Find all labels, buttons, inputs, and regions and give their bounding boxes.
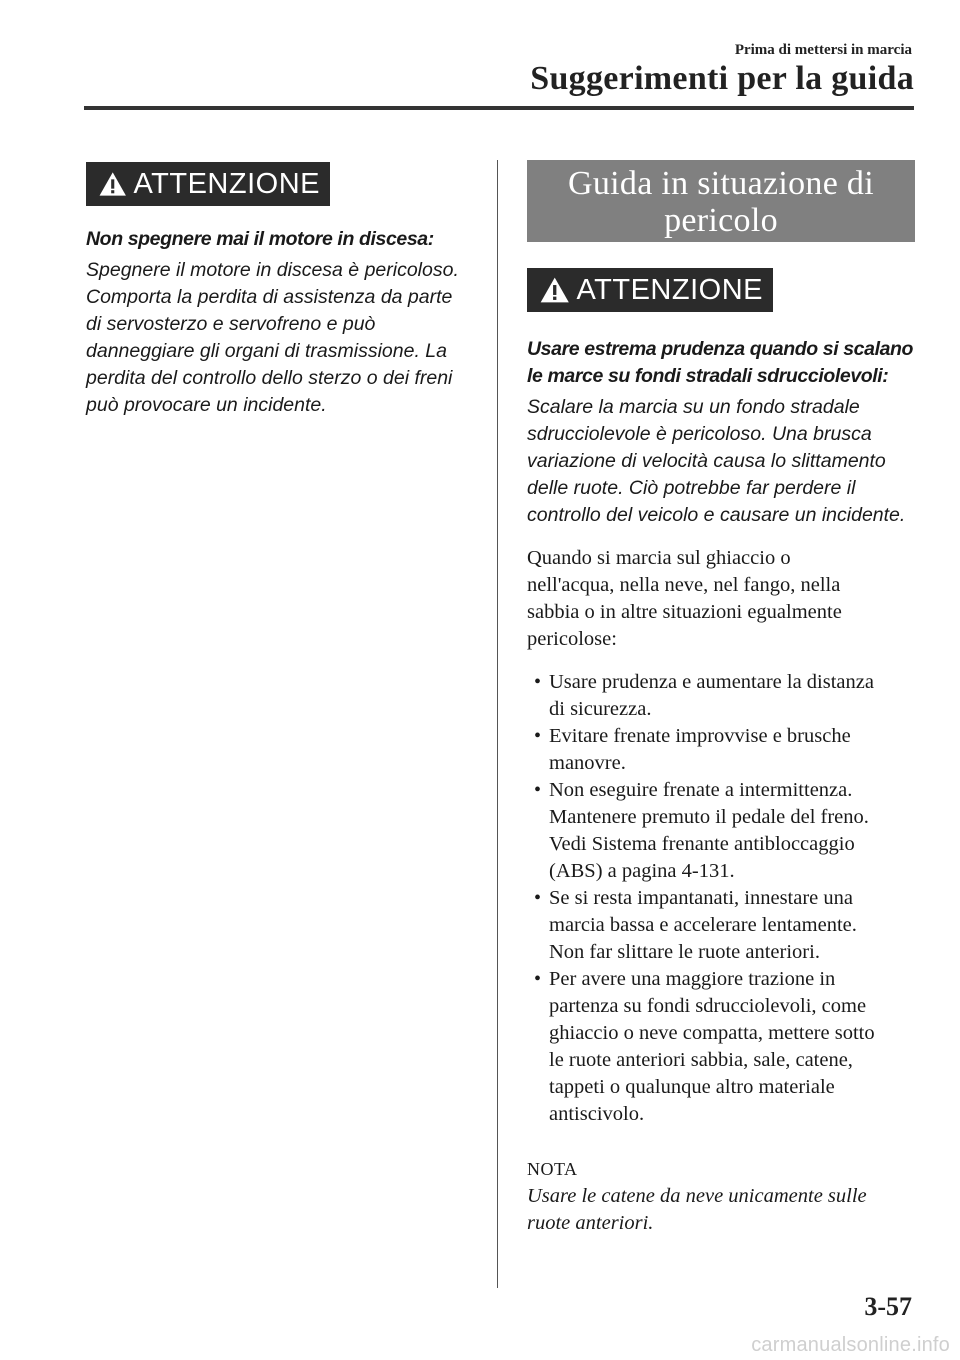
text-line: Scalare la marcia su un fondo stradale xyxy=(527,396,860,418)
text-line: ruote anteriori. xyxy=(527,1212,654,1234)
text-line: Usare le catene da neve unicamente sulle xyxy=(527,1185,867,1207)
text-line: ghiaccio o neve compatta, mettere sotto xyxy=(549,1022,875,1044)
right-column xyxy=(527,336,917,1237)
text-line: Quando si marcia sul ghiaccio o xyxy=(527,547,791,569)
list-item xyxy=(527,966,917,1128)
text-line: danneggiare gli organi di trasmissione. La xyxy=(86,340,447,362)
text-line: le marce su fondi stradali sdrucciolevoli: xyxy=(527,365,889,387)
text-line: Usare estrema prudenza quando si scalano xyxy=(527,338,914,360)
page-number: 3-57 xyxy=(864,1292,912,1321)
bullet-dot-icon: • xyxy=(534,968,542,990)
bullet-list xyxy=(527,669,917,1128)
text-line: Spegnere il motore in discesa è pericoloso. xyxy=(86,259,459,281)
text-line: Evitare frenate improvvise e brusche xyxy=(549,725,851,747)
text-line: pericolose: xyxy=(527,628,617,650)
list-item xyxy=(527,777,917,885)
list-item xyxy=(527,885,917,966)
text-line: Non far slittare le ruote anteriori. xyxy=(549,941,820,963)
header-rule xyxy=(84,106,914,110)
text-line: variazione di velocità causa lo slittamento xyxy=(527,450,886,472)
warning-triangle-icon xyxy=(98,167,127,201)
warning-heading xyxy=(527,336,917,390)
watermark: carmanualsonline.info xyxy=(751,1334,950,1356)
list-item xyxy=(527,723,917,777)
warning-label: ATTENZIONE xyxy=(133,167,320,200)
chapter-subtitle: Prima di mettersi in marcia xyxy=(734,42,912,58)
bullet-dot-icon: • xyxy=(534,671,542,693)
bullet-dot-icon: • xyxy=(534,779,542,801)
note-text xyxy=(527,1183,917,1237)
text-line: sabbia o in altre situazioni egualmente xyxy=(527,601,842,623)
bullet-dot-icon: • xyxy=(534,725,542,747)
text-line: tappeti o qualunque altro materiale xyxy=(549,1076,835,1098)
warning-triangle-icon xyxy=(539,273,570,307)
text-line: Vedi Sistema frenante antibloccaggio xyxy=(549,833,855,855)
warning-badge-left xyxy=(86,162,330,206)
text-line: controllo del veicolo e causare un incidente. xyxy=(527,504,906,526)
title-line: pericolo xyxy=(664,202,778,239)
text-line: perdita del controllo dello sterzo o dei freni xyxy=(86,367,453,389)
text-line: delle ruote. Ciò potrebbe far perdere il xyxy=(527,477,856,499)
text-line: Usare prudenza e aumentare la distanza xyxy=(549,671,874,693)
text-line: Se si resta impantanati, innestare una xyxy=(549,887,853,909)
text-line: Comporta la perdita di assistenza da parte xyxy=(86,286,453,308)
text-line: partenza su fondi sdrucciolevoli, come xyxy=(549,995,867,1017)
text-line: Non spegnere mai il motore in discesa: xyxy=(86,228,434,250)
text-line: antiscivolo. xyxy=(549,1103,645,1125)
page-title: Suggerimenti per la guida xyxy=(530,60,914,97)
text-line: può provocare un incidente. xyxy=(86,394,327,416)
text-line: di servosterzo e servofreno e può xyxy=(86,313,376,335)
note-label: NOTA xyxy=(527,1159,578,1179)
text-line: le ruote anteriori sabbia, sale, catene, xyxy=(549,1049,853,1071)
text-line: di sicurezza. xyxy=(549,698,652,720)
text-line: manovre. xyxy=(549,752,626,774)
warning-label: ATTENZIONE xyxy=(576,273,763,306)
intro-paragraph xyxy=(527,545,917,653)
text-line: Per avere una maggiore trazione in xyxy=(549,968,836,990)
warning-body xyxy=(86,257,481,419)
warning-badge-right xyxy=(527,268,773,312)
column-divider xyxy=(497,160,498,1288)
text-line: (ABS) a pagina 4-131. xyxy=(549,860,735,882)
title-line: Guida in situazione di xyxy=(568,165,874,202)
left-column xyxy=(86,226,481,419)
list-item xyxy=(527,669,917,723)
warning-heading xyxy=(86,226,481,253)
warning-body xyxy=(527,394,917,529)
text-line: marcia bassa e accelerare lentamente. xyxy=(549,914,857,936)
text-line: Non eseguire frenate a intermittenza. xyxy=(549,779,853,801)
section-title xyxy=(527,160,915,242)
bullet-dot-icon: • xyxy=(534,887,542,909)
text-line: Mantenere premuto il pedale del freno. xyxy=(549,806,869,828)
text-line: sdrucciolevole è pericoloso. Una brusca xyxy=(527,423,872,445)
text-line: nell'acqua, nella neve, nel fango, nella xyxy=(527,574,841,596)
